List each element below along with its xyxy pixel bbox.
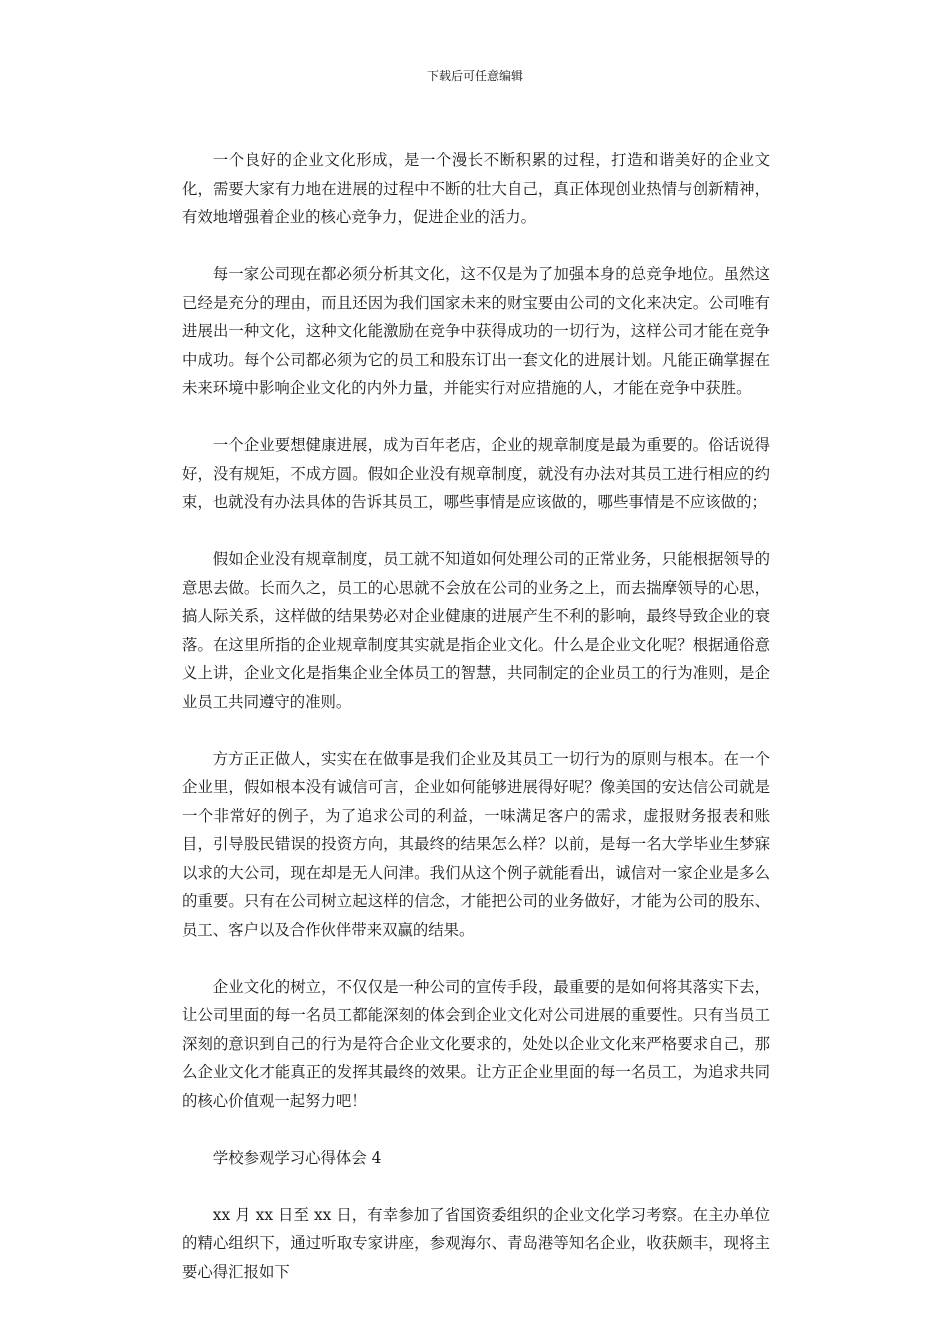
paragraph-rules-and-regulations: 一个企业要想健康进展，成为百年老店，企业的规章制度是最为重要的。俗话说得好，没有规矩，不成方圆。假如企业没有规章制度，就没有办法对其员工进行相应的约束，也就没有办法具体的告诉其员工，哪些事情是应该做的，哪些事情是不应该做的； [182,436,770,511]
document-body [182,146,770,1315]
page-header-note: 下载后可任意编辑 [426,69,523,83]
section-heading: 学校参观学习心得体会 4 [212,1148,382,1167]
paragraph-without-rules: 假如企业没有规章制度，员工就不知道如何处理公司的正常业务，只能根据领导的意思去做。长而久之，员工的心思就不会放在公司的业务之上，而去揣摩领导的心思，搞人际关系，这样做的结果势必对企业健康的进展产生不利的影响，最终导致企业的衰落。在这里所指的企业规章制度其实就是指企业文化。什么是企业文化呢？根据通俗意义上讲，企业文化是指集企业全体员工的智慧，共同制定的企业员工的行为准则，是企业员工共同遵守的准则。 [182,550,770,711]
paragraph-corporate-culture-formation: 一个良好的企业文化形成，是一个漫长不断积累的过程，打造和谐美好的企业文化，需要大家有力地在进展的过程中不断的壮大自己，真正体现创业热情与创新精神，有效地增强着企业的核心竞争力，促进企业的活力。 [182,151,770,226]
paragraph-integrity: 方方正正做人，实实在在做事是我们企业及其员工一切行为的原则与根本。在一个企业里，假如根本没有诚信可言，企业如何能够进展得好呢？像美国的安达信公司就是一个非常好的例子，为了追求公司的利益，一味满足客户的需求，虚报财务报表和账目，引导股民错误的投资方向，其最终的结果怎么样？以前，是每一名大学毕业生梦寐以求的大公司，现在却是无人问津。我们从这个例子就能看出，诚信对一家企业是多么的重要。只有在公司树立起这样的信念，才能把公司的业务做好，才能为公司的股东、员工、客户以及合作伙伴带来双赢的结果。 [182,749,770,939]
paragraph-establishing-culture: 企业文化的树立，不仅仅是一种公司的宣传手段，最重要的是如何将其落实下去，让公司里面的每一名员工都能深刻的体会到企业文化对公司进展的重要性。只有当员工深刻的意识到自己的行为是符合企业文化要求的，处处以企业文化来严格要求自己，那么企业文化才能真正的发挥其最终的效果。让方正企业里面的每一名员工，为追求共同的核心价值观一起努力吧！ [182,977,770,1110]
paragraph-analyze-culture: 每一家公司现在都必须分析其文化，这不仅是为了加强本身的总竞争地位。虽然这已经是充分的理由，而且还因为我们国家未来的财宝要由公司的文化来决定。公司唯有进展出一种文化，这种文化能激励在竞争中获得成功的一切行为，这样公司才能在竞争中成功。每个公司都必须为它的员工和股东订出一套文化的进展计划。凡能正确掌握在未来环境中影响企业文化的内外力量，并能实行对应措施的人，才能在竞争中获胜。 [182,265,770,397]
paragraph-study-tour: xx 月 xx 日至 xx 日，有幸参加了省国资委组织的企业文化学习考察。在主办单位的精心组织下，通过听取专家讲座，参观海尔、青岛港等知名企业，收获颇丰，现将主要心得汇报如下 [182,1205,770,1281]
